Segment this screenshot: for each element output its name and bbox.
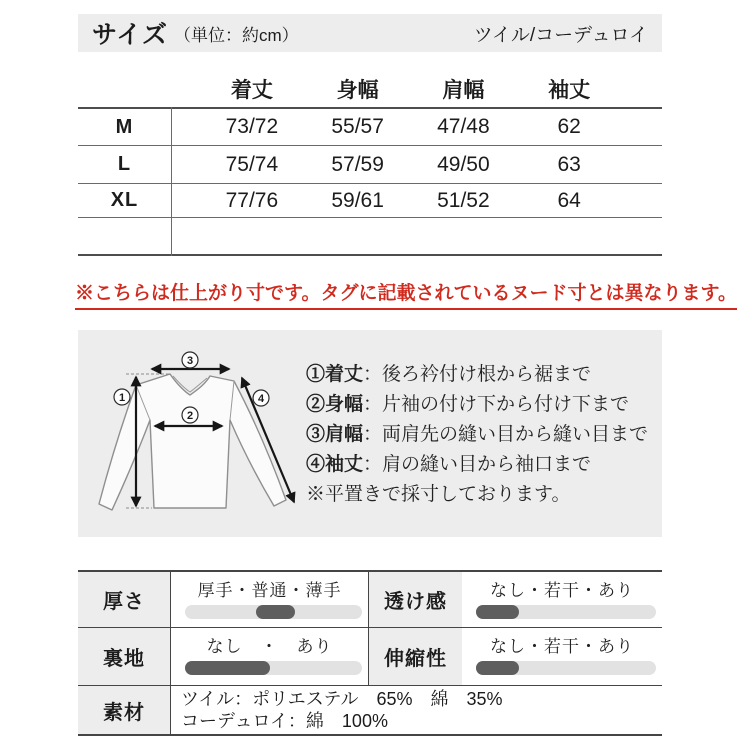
material-cell: [171, 686, 662, 734]
cell-value: 47/48: [437, 115, 490, 138]
stretch-label: 伸縮性: [369, 628, 462, 685]
sheerness-slider-indicator: [476, 605, 519, 619]
legend-note: ※平置きで採寸しております。: [306, 484, 571, 505]
spec-row-1: [78, 572, 662, 628]
sheerness-options: なし・若干・あり: [490, 581, 634, 600]
spec-table: [78, 570, 662, 736]
table-row-empty: [78, 217, 662, 256]
stretch-slider-track: [476, 661, 656, 675]
size-table: [78, 70, 662, 256]
cell-value: 64: [557, 188, 581, 212]
marker-2: 2: [186, 410, 194, 422]
col-header-shoulder: 肩幅: [442, 78, 485, 102]
finished-size-notice: ※こちらは仕上がり寸です。タグに記載されているヌード寸とは異なります。: [75, 278, 737, 310]
marker-3: 3: [186, 355, 194, 367]
stretch-options: なし・若干・あり: [490, 637, 634, 656]
cell-value: 73/72: [225, 115, 279, 138]
lining-cell: [171, 628, 369, 685]
thickness-slider-track: [185, 605, 362, 619]
page-title: サイズ: [92, 21, 169, 49]
cell-value: 62: [557, 115, 581, 138]
legend-line-width: ②身幅：片袖の付け下から付け下まで: [306, 394, 630, 415]
cell-value: 51/52: [437, 188, 490, 212]
fabric-label: ツイル/コーデュロイ: [473, 24, 648, 46]
table-vertical-divider: [171, 107, 172, 256]
table-row: [78, 183, 662, 217]
legend-line-shoulder: ③肩幅：両肩先の縫い目から縫い目まで: [306, 424, 649, 445]
thickness-slider-indicator: [256, 605, 295, 619]
stretch-slider-indicator: [476, 661, 519, 675]
cell-value: 59/61: [331, 188, 384, 212]
legend-line-sleeve: ④袖丈：肩の縫い目から袖口まで: [306, 454, 592, 475]
material-label: 素材: [78, 686, 171, 734]
cell-value: 63: [557, 152, 581, 176]
size-table-header: [78, 70, 662, 107]
lining-label: 裏地: [78, 628, 171, 685]
spec-row-2: [78, 628, 662, 686]
lining-slider-track: [185, 661, 362, 675]
lining-slider-indicator: [185, 661, 270, 675]
sheerness-slider-track: [476, 605, 656, 619]
measurement-diagram-section: [78, 330, 662, 537]
legend-line-length: ①着丈：後ろ衿付け根から裾まで: [306, 364, 592, 385]
col-header-length: 着丈: [230, 78, 273, 102]
stretch-cell: [462, 628, 662, 685]
size-label: L: [117, 153, 132, 175]
cell-value: 75/74: [225, 152, 279, 176]
cell-value: 57/59: [331, 152, 384, 176]
marker-1: 1: [118, 392, 126, 404]
sheerness-cell: [462, 572, 662, 627]
thickness-label: 厚さ: [78, 572, 171, 627]
header-bar: [78, 14, 662, 52]
cell-value: 55/57: [331, 115, 384, 138]
table-row: [78, 107, 662, 145]
col-header-sleeve: 袖丈: [548, 78, 591, 102]
material-line-corduroy: コーデュロイ：綿 100%: [181, 711, 388, 731]
marker-4: 4: [257, 393, 265, 405]
sheerness-label: 透け感: [369, 572, 462, 627]
thickness-cell: [171, 572, 369, 627]
thickness-options: 厚手・普通・薄手: [197, 581, 342, 600]
unit-note: （単位：約cm）: [174, 25, 299, 45]
size-label: XL: [110, 189, 139, 211]
measurement-legend: [306, 360, 648, 510]
material-line-twill: ツイル：ポリエステル 65% 綿 35%: [181, 689, 503, 709]
lining-options: なし ・ あり: [206, 637, 333, 656]
cell-value: 49/50: [437, 152, 490, 176]
col-header-width: 身幅: [336, 78, 379, 102]
table-row: [78, 145, 662, 183]
spec-row-material: [78, 686, 662, 734]
cell-value: 77/76: [225, 188, 279, 212]
shirt-diagram: [90, 334, 305, 534]
size-label: M: [115, 115, 134, 138]
